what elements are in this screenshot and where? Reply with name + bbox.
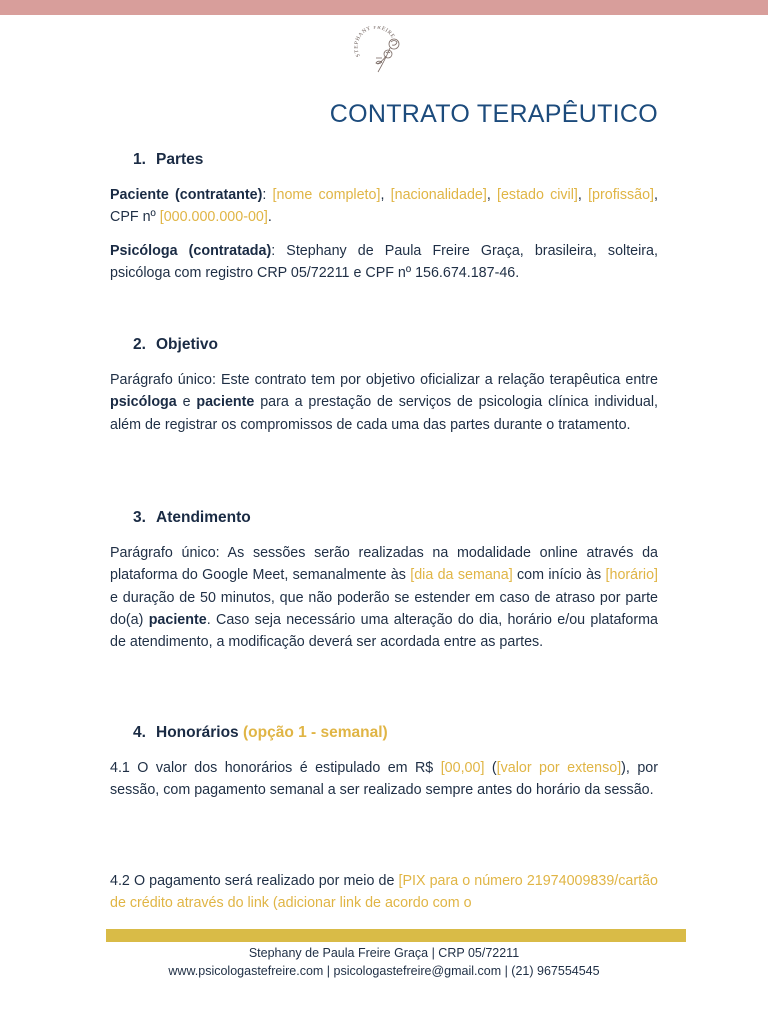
paragraph-honorarios-4-2: 4.2 O pagamento será realizado por meio de [PIX para o número 21974009839/cartão de crédito através do link (adicionar link de acordo com o	[110, 873, 658, 912]
logo	[352, 26, 408, 76]
footer-divider-bar	[106, 929, 686, 942]
paragraph-psicologa: Psicóloga (contratada): Stephany de Paula Freire Graça, brasileira, solteira, psicóloga com registro CRP 05/72211 e CPF nº 156.674.187-46.	[110, 243, 658, 282]
top-accent-bar	[0, 0, 768, 15]
section-heading-objetivo: 2. Objetivo	[133, 336, 219, 353]
section-heading-atendimento: 3. Atendimento	[133, 509, 251, 526]
paragraph-objetivo: Parágrafo único: Este contrato tem por objetivo oficializar a relação terapêutica entre psicóloga e paciente para a prestação de serviços de psicologia clínica individual, além de registrar os compromissos de cada uma das partes durante o tratamento.	[110, 372, 658, 433]
logo-text: STEPHANY FREIRE	[353, 26, 396, 58]
rose-logo-icon	[352, 26, 408, 76]
page-title: CONTRATO TERAPÊUTICO	[329, 100, 658, 128]
paragraph-atendimento: Parágrafo único: As sessões serão realizadas na modalidade online através da plataforma do Google Meet, semanalmente às [dia da semana] com início às [horário] e duração de 50 minutos, que não poderão se estender em caso de atraso por parte do(a) paciente. Caso seja necessário uma alteração do dia, horário e/ou plataforma de atendimento, a modificação deverá ser acordada entre as partes.	[110, 545, 658, 651]
footer-credentials: Stephany de Paula Freire Graça | CRP 05/72211	[248, 946, 520, 960]
paragraph-paciente: Paciente (contratante): [nome completo], [nacionalidade], [estado civil], [profissão], CPF nº [000.000.000-00].	[110, 187, 659, 226]
footer-contacts: www.psicologastefreire.com | psicologastefreire@gmail.com | (21) 967554545	[168, 964, 600, 978]
section-heading-honorarios: 4. Honorários (opção 1 - semanal)	[133, 724, 388, 741]
section-heading-partes: 1. Partes	[133, 151, 204, 168]
paragraph-honorarios-4-1: 4.1 O valor dos honorários é estipulado em R$ [00,00] ([valor por extenso]), por sessão, com pagamento semanal a ser realizado sempre antes do horário da sessão.	[110, 760, 658, 799]
